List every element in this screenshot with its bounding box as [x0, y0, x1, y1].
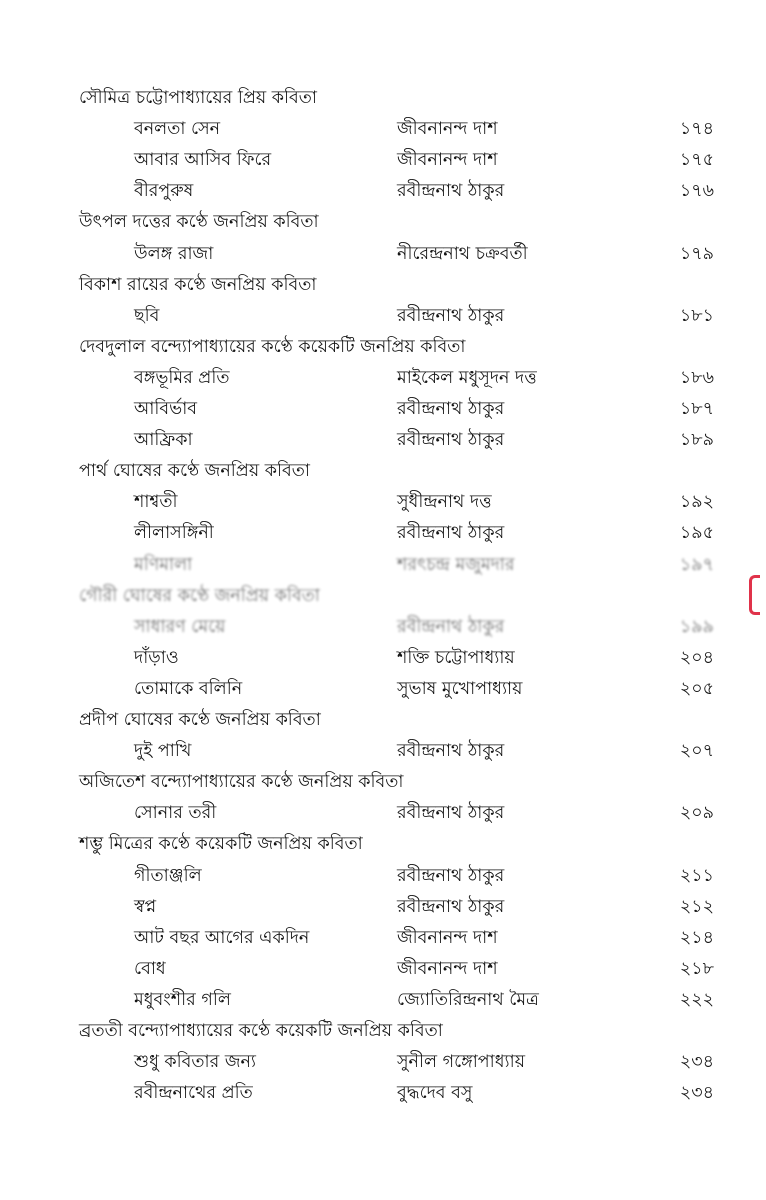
- section-heading: [0, 829, 766, 860]
- section-heading: [0, 767, 766, 798]
- poet-name: শরৎচন্দ্র মজুমদার: [397, 554, 515, 575]
- poet-name: রবীন্দ্রনাথ ঠাকুর: [397, 616, 505, 637]
- poet-name: সুনীল গঙ্গোপাধ্যায়: [397, 1052, 526, 1073]
- toc-entry: [0, 239, 766, 270]
- toc-entry: [0, 923, 766, 954]
- toc-entry: [0, 736, 766, 767]
- page-number: ১৭৫: [679, 150, 714, 171]
- poet-name: রবীন্দ্রনাথ ঠাকুর: [397, 865, 505, 886]
- toc-entry: [0, 301, 766, 332]
- section-heading: [0, 1016, 766, 1047]
- poem-title: দুই পাখি: [134, 741, 192, 762]
- poet-name: জীবনানন্দ দাশ: [397, 927, 498, 948]
- page-number: ১৮৭: [679, 399, 714, 419]
- poem-title: সোনার তরী: [134, 803, 217, 824]
- heading-text: সৌমিত্র চট্টোপাধ্যায়ের প্রিয় কবিতা: [79, 88, 317, 108]
- page-number: ১৯২: [679, 492, 714, 513]
- poem-title: মণিমালা: [134, 554, 193, 575]
- toc-entry: [0, 425, 766, 456]
- poem-title: রবীন্দ্রনাথের প্রতি: [134, 1083, 253, 1104]
- toc-entry: [0, 612, 766, 643]
- toc-entry: [0, 643, 766, 674]
- poem-title: গীতাঞ্জলি: [134, 865, 202, 886]
- section-heading: [0, 270, 766, 301]
- heading-text: পার্থ ঘোষের কণ্ঠে জনপ্রিয় কবিতা: [79, 461, 310, 482]
- poem-title: বনলতা সেন: [134, 119, 221, 140]
- page-number: ১৮১: [679, 305, 714, 326]
- poet-name: জীবনানন্দ দাশ: [397, 119, 498, 140]
- page-number: ২১১: [679, 865, 714, 886]
- toc-entry: [0, 176, 766, 207]
- toc-entry: [0, 861, 766, 892]
- poet-name: রবীন্দ্রনাথ ঠাকুর: [397, 399, 505, 419]
- poet-name: রবীন্দ্রনাথ ঠাকুর: [397, 896, 505, 917]
- poem-title: মধুবংশীর গলি: [134, 989, 231, 1010]
- poet-name: জ্যোতিরিন্দ্রনাথ মৈত্র: [397, 989, 539, 1010]
- toc-entry: [0, 114, 766, 145]
- page-number: ২০৪: [679, 647, 714, 668]
- heading-text: গৌরী ঘোষের কণ্ঠে জনপ্রিয় কবিতা: [79, 585, 320, 606]
- heading-text: উৎপল দত্তের কণ্ঠে জনপ্রিয় কবিতা: [79, 212, 319, 233]
- heading-text: প্রদীপ ঘোষের কণ্ঠে জনপ্রিয় কবিতা: [79, 710, 321, 730]
- poet-name: রবীন্দ্রনাথ ঠাকুর: [397, 803, 505, 824]
- page-number: ১৭৬: [679, 181, 714, 202]
- toc-entry: [0, 954, 766, 985]
- poet-name: বুদ্ধদেব বসু: [397, 1083, 473, 1104]
- poem-title: বঙ্গভূমির প্রতি: [134, 367, 230, 388]
- poem-title: উলঙ্গ রাজা: [134, 243, 214, 264]
- poem-title: বোধ: [134, 958, 166, 979]
- page-number: ২৩৪: [679, 1052, 714, 1073]
- page-number: ১৮৯: [679, 430, 714, 451]
- page-number: ২০৭: [679, 741, 714, 762]
- page-number: ২২২: [679, 989, 714, 1010]
- heading-text: দেবদুলাল বন্দ্যোপাধ্যায়ের কণ্ঠে কয়েকটি জনপ্রিয় কবিতা: [79, 336, 466, 357]
- toc-entry: [0, 1047, 766, 1078]
- poem-title: ছবি: [134, 305, 160, 326]
- poem-title: তোমাকে বলিনি: [134, 678, 243, 699]
- page-number: ১৯৯: [679, 616, 714, 637]
- heading-text: ব্রততী বন্দ্যোপাধ্যায়ের কণ্ঠে কয়েকটি জনপ্রিয় কবিতা: [79, 1021, 443, 1041]
- page-number: ১৯৭: [679, 554, 714, 575]
- toc-entry: [0, 394, 766, 425]
- poem-title: সাধারণ মেয়ে: [134, 616, 226, 637]
- poet-name: নীরেন্দ্রনাথ চক্রবর্তী: [397, 243, 528, 264]
- toc-entry: [0, 550, 766, 581]
- poet-name: রবীন্দ্রনাথ ঠাকুর: [397, 741, 505, 762]
- toc-entry: [0, 145, 766, 176]
- heading-text: অজিতেশ বন্দ্যোপাধ্যায়ের কণ্ঠে জনপ্রিয় কবিতা: [79, 772, 404, 793]
- page-edge-tab-mark: [749, 575, 760, 615]
- page-number: ১৮৬: [679, 367, 714, 388]
- toc-entry: [0, 487, 766, 518]
- toc-entry: [0, 363, 766, 394]
- poet-name: শক্তি চট্টোপাধ্যায়: [397, 647, 515, 668]
- page-number: ২০৯: [679, 803, 714, 824]
- poet-name: রবীন্দ্রনাথ ঠাকুর: [397, 305, 505, 326]
- toc-entry: [0, 518, 766, 549]
- heading-text: শম্ভু মিত্রের কণ্ঠে কয়েকটি জনপ্রিয় কবিতা: [79, 834, 363, 855]
- section-heading: [0, 332, 766, 363]
- section-heading: [0, 83, 766, 114]
- page-number: ২৩৪: [679, 1083, 714, 1104]
- poem-title: শুধু কবিতার জন্য: [134, 1052, 256, 1073]
- poem-title: দাঁড়াও: [134, 647, 179, 668]
- poet-name: রবীন্দ্রনাথ ঠাকুর: [397, 523, 505, 544]
- section-heading: [0, 207, 766, 238]
- page-number: ১৭৪: [679, 119, 714, 140]
- poem-title: বীরপুরুষ: [134, 181, 194, 202]
- toc-entry: [0, 798, 766, 829]
- toc-entry: [0, 892, 766, 923]
- poem-title: শাশ্বতী: [134, 492, 178, 513]
- poem-title: লীলাসঙ্গিনী: [134, 523, 214, 544]
- poem-title: আবার আসিব ফিরে: [134, 150, 272, 171]
- section-heading: [0, 456, 766, 487]
- poet-name: মাইকেল মধুসূদন দত্ত: [397, 367, 537, 388]
- poet-name: জীবনানন্দ দাশ: [397, 150, 498, 171]
- section-heading: [0, 581, 766, 612]
- section-heading: [0, 705, 766, 736]
- poem-title: স্বপ্ন: [134, 896, 157, 917]
- page-number: ২১৪: [679, 927, 714, 948]
- poem-title: আফ্রিকা: [134, 430, 193, 451]
- page-number: ১৭৯: [679, 243, 714, 264]
- page-number: ১৯৫: [679, 523, 714, 544]
- page-number: ২১২: [679, 896, 714, 917]
- poet-name: সুধীন্দ্রনাথ দত্ত: [397, 492, 492, 513]
- toc-entry: [0, 985, 766, 1016]
- page-number: ২১৮: [679, 958, 714, 979]
- poem-title: আট বছর আগের একদিন: [134, 927, 310, 948]
- poet-name: জীবনানন্দ দাশ: [397, 958, 498, 979]
- poet-name: সুভাষ মুখোপাধ্যায়: [397, 678, 523, 699]
- toc-entry: [0, 674, 766, 705]
- poem-title: আবির্ভাব: [134, 399, 198, 419]
- poet-name: রবীন্দ্রনাথ ঠাকুর: [397, 181, 505, 202]
- heading-text: বিকাশ রায়ের কণ্ঠে জনপ্রিয় কবিতা: [79, 274, 317, 295]
- toc-entry: [0, 1078, 766, 1109]
- poet-name: রবীন্দ্রনাথ ঠাকুর: [397, 430, 505, 451]
- page-number: ২০৫: [679, 678, 714, 699]
